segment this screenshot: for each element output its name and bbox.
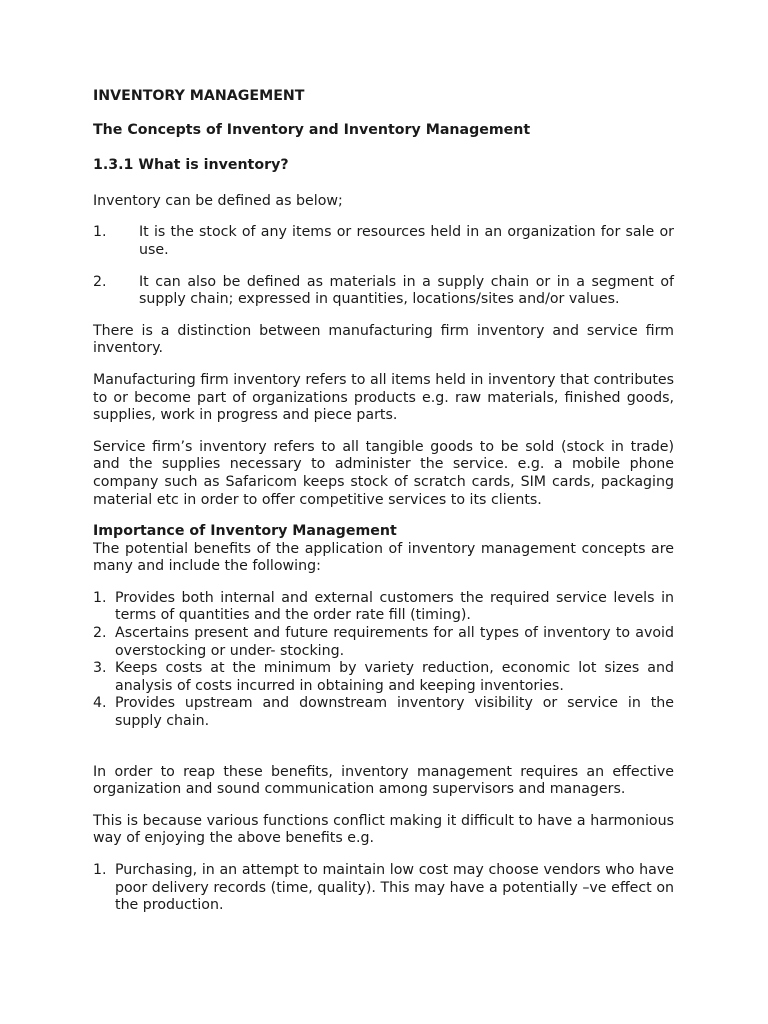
definitions-intro: Inventory can be defined as below;	[93, 192, 343, 209]
list-item-text: It can also be defined as materials in a supply chain or in a segment of supply chain; expressed in quantities, locations/sites and/or values.	[139, 273, 674, 308]
list-item-number: 1.	[93, 589, 107, 606]
subsection-heading: 1.3.1 What is inventory?	[93, 157, 289, 174]
list-item-number: 1.	[93, 862, 107, 878]
list-item-text: It is the stock of any items or resources held in an organization for sale or use.	[139, 224, 674, 258]
list-item	[93, 862, 674, 915]
list-item-number: 3.	[93, 660, 107, 677]
list-item	[93, 224, 674, 259]
list-item-text: Provides upstream and downstream inventory visibility or service in the supply chain.	[115, 695, 674, 730]
list-item-text: Provides both internal and external customers the required service levels in terms of quantities and the order rate fill (timing).	[115, 589, 674, 624]
paragraph-conflict: This is because various functions conflict making it difficult to have a harmonious way of enjoying the above benefits e.g.	[93, 812, 674, 847]
paragraph-manufacturing: Manufacturing firm inventory refers to all items held in inventory that contributes to or become part of organizations products e.g. raw materials, finished goods, supplies, work in progress and piece parts.	[93, 371, 674, 424]
list-item-text: Ascertains present and future requirements for all types of inventory to avoid overstocking or under- stocking.	[115, 625, 674, 659]
list-item-number: 4.	[93, 695, 107, 712]
benefits-list	[93, 590, 674, 731]
paragraph-service: Service firm’s inventory refers to all tangible goods to be sold (stock in trade) and the supplies necessary to administer the service. e.g. a mobile phone company such as Safaricom keeps stock of scratch cards, SIM cards, packaging material etc in order to offer competitive services to its clients.	[93, 438, 674, 508]
list-item-text: Purchasing, in an attempt to maintain low cost may choose vendors who have poor delivery records (time, quality). This may have a potentially –ve effect on the production.	[115, 862, 674, 914]
paragraph-distinction: There is a distinction between manufacturing firm inventory and service firm inventory.	[93, 322, 674, 357]
conflicts-list	[93, 862, 674, 915]
list-item-text: Keeps costs at the minimum by variety reduction, economic lot sizes and analysis of costs incurred in obtaining and keeping inventories.	[115, 660, 674, 694]
importance-heading: Importance of Inventory Management	[93, 523, 397, 540]
importance-intro: The potential benefits of the application of inventory management concepts are many and include the following:	[93, 540, 674, 575]
definitions-list	[93, 224, 674, 308]
list-item	[93, 625, 674, 660]
list-item	[93, 274, 674, 309]
document-title: INVENTORY MANAGEMENT	[93, 88, 305, 104]
list-item	[93, 695, 674, 730]
list-item	[93, 590, 674, 625]
list-item-number: 2.	[93, 273, 107, 290]
list-item-number: 2.	[93, 625, 107, 642]
section-heading: The Concepts of Inventory and Inventory Management	[93, 121, 531, 138]
paragraph-reap-benefits: In order to reap these benefits, inventory management requires an effective organization and sound communication among supervisors and managers.	[93, 763, 674, 798]
list-item	[93, 660, 674, 695]
list-item-number: 1.	[93, 224, 107, 241]
